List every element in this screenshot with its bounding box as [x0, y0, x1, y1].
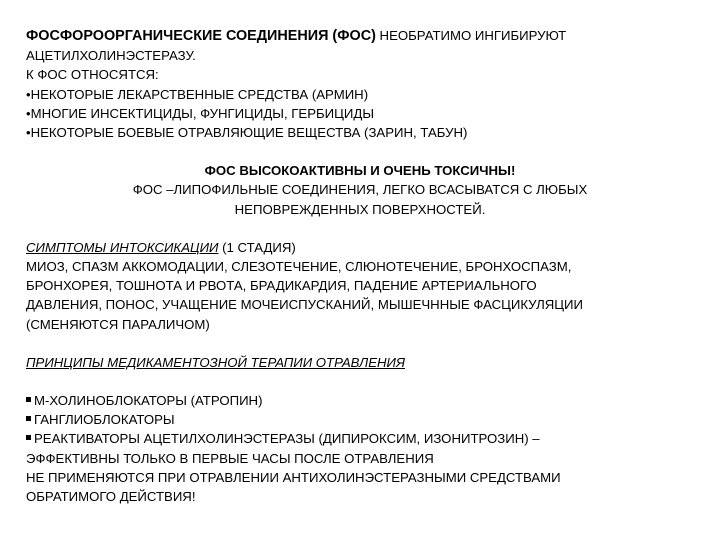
- list-item: •МНОГИЕ ИНСЕКТИЦИДЫ, ФУНГИЦИДЫ, ГЕРБИЦИДЫ: [26, 105, 374, 121]
- title-line-2: АЦЕТИЛХОЛИНЭСТЕРАЗУ.: [26, 48, 196, 64]
- toxicity-line: ФОС –ЛИПОФИЛЬНЫЕ СОЕДИНЕНИЯ, ЛЕГКО ВСАСЫВАТСЯ С ЛЮБЫХ: [132, 182, 588, 198]
- title-rest: НЕОБРАТИМО ИНГИБИРУЮТ: [375, 28, 567, 43]
- intro-text: К ФОС ОТНОСЯТСЯ:: [26, 67, 159, 83]
- spacer: [26, 219, 694, 238]
- toxicity-line: НЕПОВРЕЖДЕННЫХ ПОВЕРХНОСТЕЙ.: [234, 201, 486, 217]
- therapy-item: [26, 410, 694, 429]
- therapy-item: [26, 429, 694, 448]
- symptoms-heading: СИМПТОМЫ ИНТОКСИКАЦИИ: [26, 239, 219, 255]
- spacer: [26, 334, 694, 353]
- list-item: •НЕКОТОРЫЕ БОЕВЫЕ ОТРАВЛЯЮЩИЕ ВЕЩЕСТВА (ЗАРИН, ТАБУН): [26, 125, 468, 141]
- symptoms-line: (СМЕНЯЮТСЯ ПАРАЛИЧОМ): [26, 316, 210, 332]
- symptoms-stage: (1 СТАДИЯ): [218, 239, 296, 255]
- spacer: [26, 142, 694, 161]
- symptoms-line: ДАВЛЕНИЯ, ПОНОС, УЧАЩЕНИЕ МОЧЕИСПУСКАНИЙ, МЫШЕЧННЫЕ ФАСЦИКУЛЯЦИИ: [26, 297, 584, 313]
- therapy-item: [26, 391, 694, 410]
- toxicity-heading: ФОС ВЫСОКОАКТИВНЫ И ОЧЕНЬ ТОКСИЧНЫ!: [204, 163, 516, 179]
- title-bold: ФОСФОРООРГАНИЧЕСКИЕ СОЕДИНЕНИЯ (ФОС): [26, 28, 376, 44]
- list-item: •НЕКОТОРЫЕ ЛЕКАРСТВЕННЫЕ СРЕДСТВА (АРМИН): [26, 86, 369, 102]
- symptoms-line: МИОЗ, СПАЗМ АККОМОДАЦИИ, СЛЕЗОТЕЧЕНИЕ, СЛЮНОТЕЧЕНИЕ, БРОНХОСПАЗМ,: [26, 259, 572, 275]
- therapy-note: ЭФФЕКТИВНЫ ТОЛЬКО В ПЕРВЫЕ ЧАСЫ ПОСЛЕ ОТРАВЛЕНИЯ: [26, 450, 434, 466]
- spacer: [26, 372, 694, 391]
- therapy-note: НЕ ПРИМЕНЯЮТСЯ ПРИ ОТРАВЛЕНИИ АНТИХОЛИНЭСТЕРАЗНЫМИ СРЕДСТВАМИ: [26, 469, 561, 485]
- therapy-heading-line: [26, 353, 694, 372]
- title-line: [26, 26, 694, 46]
- symptoms-line: БРОНХОРЕЯ, ТОШНОТА И РВОТА, БРАДИКАРДИЯ, ПАДЕНИЕ АРТЕРИАЛЬНОГО: [26, 278, 537, 294]
- symptoms-heading-line: [26, 238, 694, 257]
- square-bullet-icon: [26, 397, 31, 402]
- therapy-note: ОБРАТИМОГО ДЕЙСТВИЯ!: [26, 489, 196, 505]
- square-bullet-icon: [26, 435, 31, 440]
- therapy-item-label: ГАНГЛИОБЛОКАТОРЫ: [34, 412, 175, 428]
- therapy-item-label: РЕАКТИВАТОРЫ АЦЕТИЛХОЛИНЭСТЕРАЗЫ (ДИПИРОКСИМ, ИЗОНИТРОЗИН) –: [34, 431, 540, 447]
- therapy-heading: ПРИНЦИПЫ МЕДИКАМЕНТОЗНОЙ ТЕРАПИИ ОТРАВЛЕНИЯ: [26, 354, 405, 370]
- therapy-item-label: М-ХОЛИНОБЛОКАТОРЫ (АТРОПИН): [34, 393, 263, 409]
- square-bullet-icon: [26, 416, 31, 421]
